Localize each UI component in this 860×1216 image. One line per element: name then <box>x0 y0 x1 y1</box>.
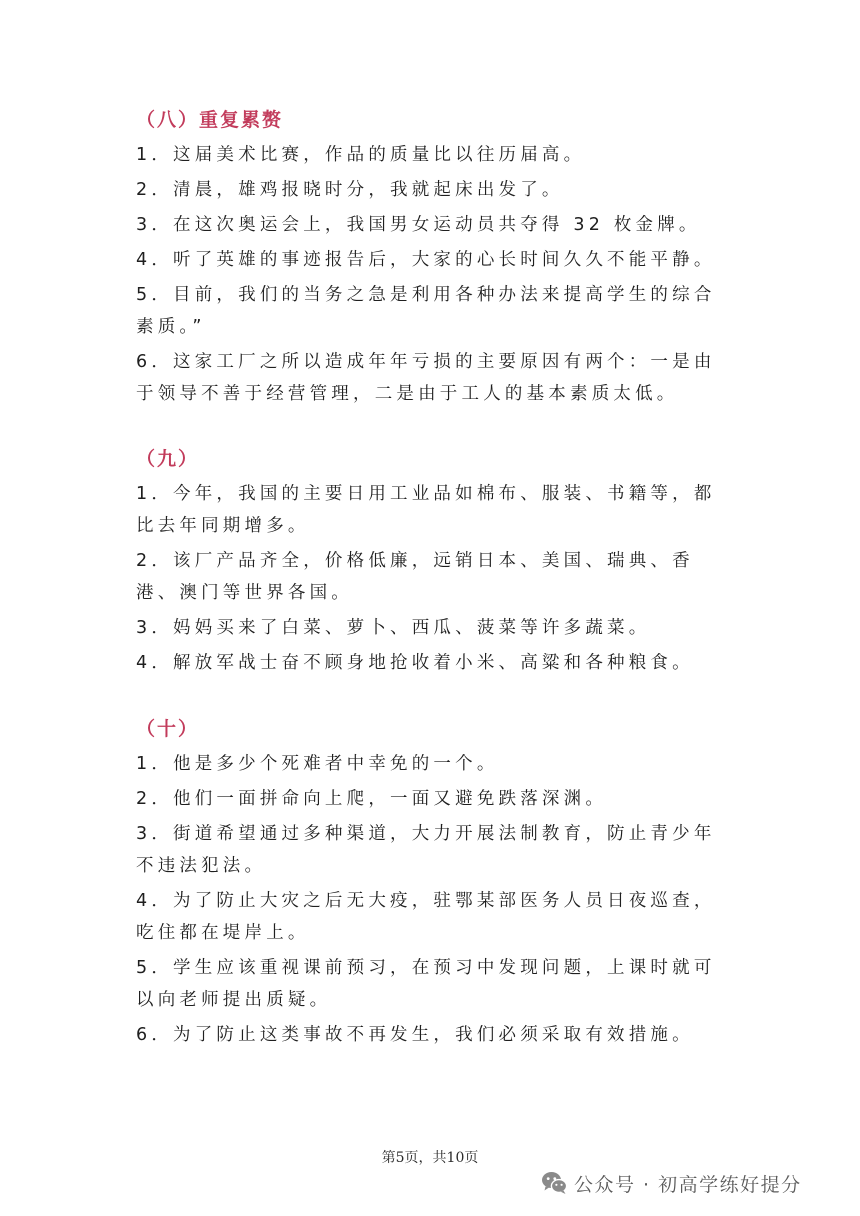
list-item: 2．该厂产品齐全，价格低廉，远销日本、美国、瑞典、香港、澳门等世界各国。 <box>136 551 694 603</box>
section-10 <box>136 714 736 1054</box>
section-9 <box>136 444 736 682</box>
list-item: 1．他是多少个死难者中幸免的一个。 <box>136 754 499 774</box>
list-item: 3．在这次奥运会上，我国男女运动员共夺得 32 枚金牌。 <box>136 215 701 235</box>
section-title: （八）重复累赘 <box>136 109 284 131</box>
list-item: 5．目前，我们的当务之急是利用各种办法来提高学生的综合素质。” <box>136 285 716 337</box>
list-item: 1．这届美术比赛，作品的质量比以往历届高。 <box>136 145 586 165</box>
list-item: 4．解放军战士奋不顾身地抢收着小米、高粱和各种粮食。 <box>136 653 694 673</box>
section-8 <box>136 105 736 413</box>
list-item: 1．今年，我国的主要日用工业品如棉布、服装、书籍等，都比去年同期增多。 <box>136 484 716 536</box>
list-item: 3．妈妈买来了白菜、萝卜、西瓜、菠菜等许多蔬菜。 <box>136 618 651 638</box>
section-title: （十） <box>136 718 200 740</box>
list-item: 2．他们一面拼命向上爬，一面又避免跌落深渊。 <box>136 789 608 809</box>
watermark-text: 公众号 · 初高学练好提分 <box>574 1173 802 1196</box>
list-item: 4．为了防止大灾之后无大疫，驻鄂某部医务人员日夜巡查，吃住都在堤岸上。 <box>136 891 716 943</box>
watermark <box>541 1167 802 1199</box>
list-item: 6．为了防止这类事故不再发生，我们必须采取有效措施。 <box>136 1025 694 1045</box>
list-item: 4．听了英雄的事迹报告后，大家的心长时间久久不能平静。 <box>136 250 716 270</box>
page-number: 第5页，共10页 <box>381 1150 479 1166</box>
list-item: 5．学生应该重视课前预习，在预习中发现问题，上课时就可以向老师提出质疑。 <box>136 958 716 1010</box>
list-item: 3．街道希望通过多种渠道，大力开展法制教育，防止青少年不违法犯法。 <box>136 824 716 876</box>
wechat-icon <box>541 1171 568 1195</box>
list-item: 6．这家工厂之所以造成年年亏损的主要原因有两个：一是由于领导不善于经营管理，二是由于工人的基本素质太低。 <box>136 352 716 404</box>
section-title: （九） <box>136 448 200 470</box>
list-item: 2．清晨，雄鸡报晓时分，我就起床出发了。 <box>136 180 564 200</box>
